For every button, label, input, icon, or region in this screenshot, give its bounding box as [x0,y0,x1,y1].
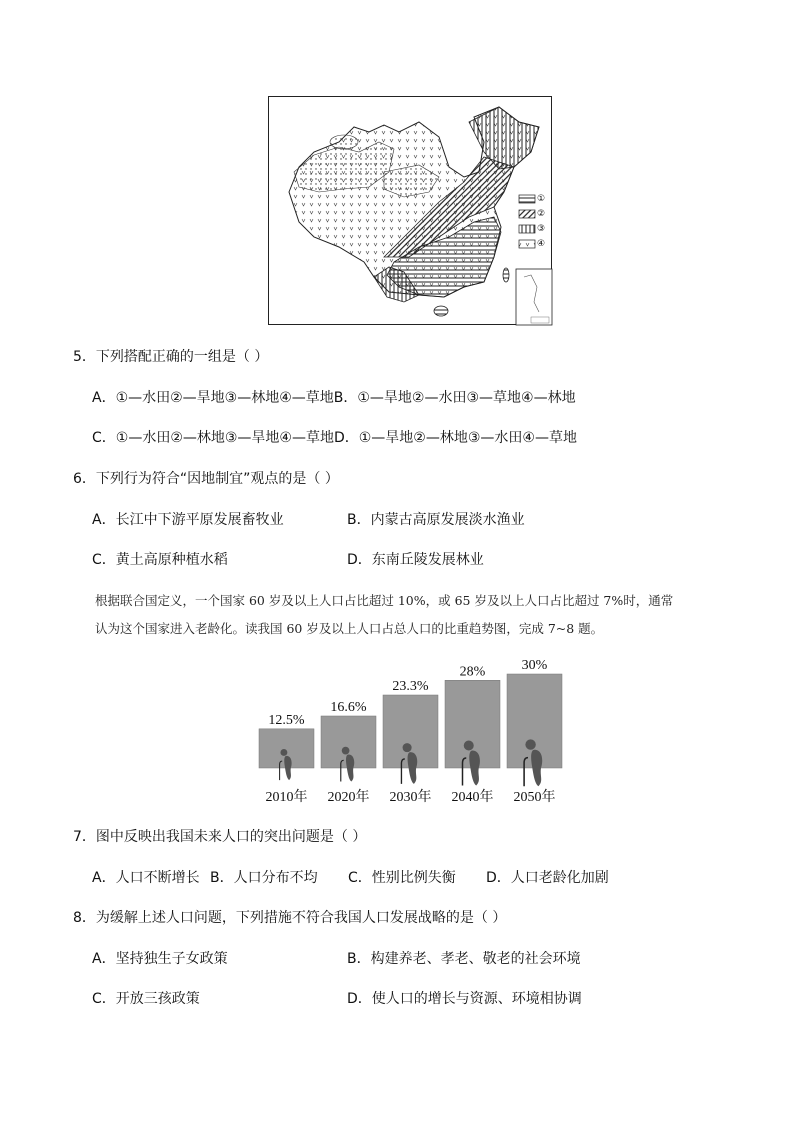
question-8-option-b: B．构建养老、孝老、敬老的社会环境 [347,951,581,967]
chart-category-label: 2020年 [327,790,370,805]
passage-line-2: 认为这个国家进入老龄化。读我国 60 岁及以上人口占总人口的比重趋势图，完成 7~8 题。 [95,621,604,636]
question-5-options-row-2: C．①—水田②—林地③—旱地④—草地D．①—旱地②—林地③—水田④—草地 [92,430,577,446]
legend-label-3: ③ [537,224,546,234]
question-8-stem: 8．为缓解上述人口问题，下列措施不符合我国人口发展战略的是（ ） [73,910,507,926]
land-use-map [268,96,552,325]
china-map-graphic [269,97,553,326]
legend-label-4: ④ [537,239,546,249]
question-8-option-a: A．坚持独生子女政策 [92,951,228,967]
question-6-stem: 6．下列行为符合“因地制宜”观点的是（ ） [73,471,339,487]
passage-line-1: 根据联合国定义，一个国家 60 岁及以上人口占比超过 10%，或 65 岁及以上人口占比超过 7%时，通常 [95,593,674,608]
aging-population-chart [255,655,565,810]
chart-category-label: 2050年 [513,790,556,805]
legend-label-1: ① [537,194,546,204]
question-6-option-a: A．长江中下游平原发展畜牧业 [92,512,284,528]
question-5-options-row-1: A．①—水田②—旱地③—林地④—草地B．①—旱地②—水田③—草地④—林地 [92,390,576,406]
chart-data-label: 16.6% [330,699,367,715]
question-6-option-d: D．东南丘陵发展林业 [347,552,484,568]
question-8-option-c: C．开放三孩政策 [92,991,200,1007]
legend-label-2: ② [537,209,546,219]
chart-data-label: 12.5% [268,712,305,728]
question-7-option-a: A．人口不断增长 [92,870,200,886]
question-7-option-c: C．性别比例失衡 [348,870,456,886]
chart-data-label: 30% [521,658,548,673]
chart-category-label: 2030年 [389,790,432,805]
chart-category-label: 2040年 [451,790,494,805]
chart-category-label: 2010年 [265,790,308,805]
question-8-option-d: D．使人口的增长与资源、环境相协调 [347,991,582,1007]
chart-data-label: 28% [459,664,486,680]
question-7-option-b: B．人口分布不均 [210,870,318,886]
question-7-option-d: D．人口老龄化加剧 [486,870,609,886]
question-6-option-b: B．内蒙古高原发展淡水渔业 [347,512,525,528]
question-6-option-c: C．黄土高原种植水稻 [92,552,228,568]
chart-data-label: 23.3% [392,678,429,694]
question-5-stem: 5．下列搭配正确的一组是（ ） [73,349,269,365]
question-7-stem: 7．图中反映出我国未来人口的突出问题是（ ） [73,829,367,845]
